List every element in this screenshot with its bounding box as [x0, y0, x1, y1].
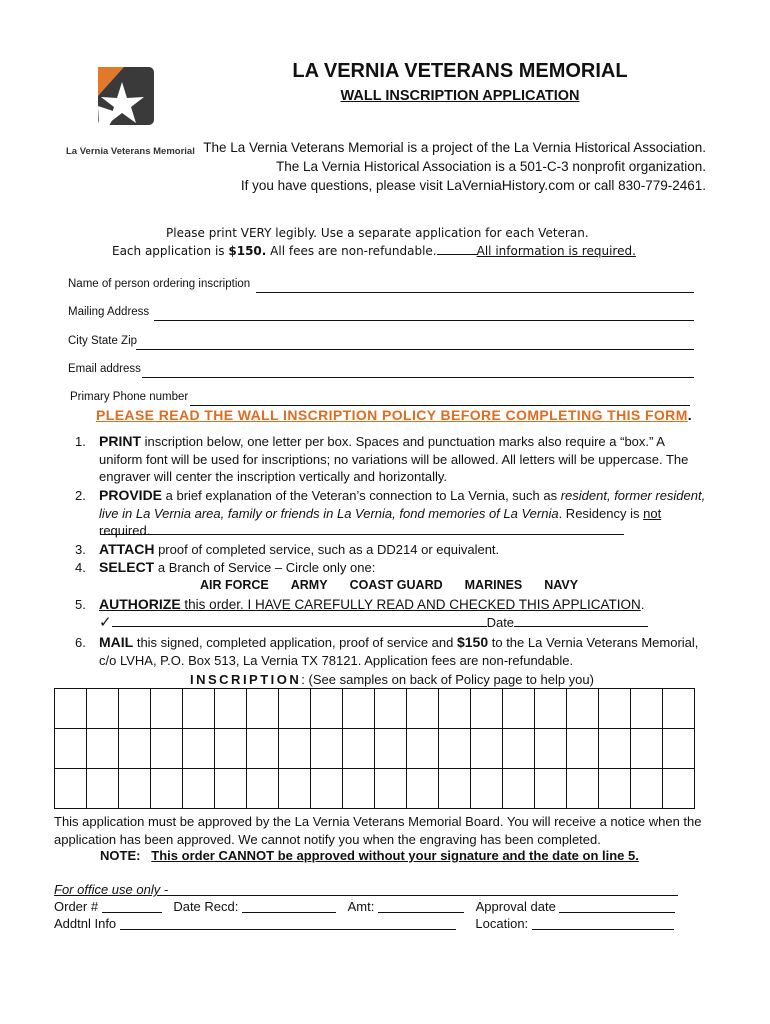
- inscription-letter-box[interactable]: [567, 729, 599, 769]
- inscription-row: [55, 729, 695, 769]
- phone-line[interactable]: [190, 392, 690, 406]
- email-line[interactable]: [142, 364, 694, 378]
- inscription-letter-box[interactable]: [151, 729, 183, 769]
- addtnl-info-line[interactable]: [120, 916, 456, 930]
- inscription-letter-box[interactable]: [343, 689, 375, 729]
- step-4-body: a Branch of Service – Circle only one:: [154, 560, 376, 575]
- page-title: LA VERNIA VETERANS MEMORIAL: [292, 60, 628, 82]
- step-2-not: not: [643, 505, 662, 521]
- location-label: Location:: [475, 916, 529, 931]
- inscription-letter-box[interactable]: [87, 689, 119, 729]
- step-6-number: 6.: [75, 635, 86, 650]
- step-2-text: [99, 487, 709, 540]
- addtnl-info-label: Addtnl Info: [54, 916, 117, 931]
- inscription-row: [55, 689, 695, 729]
- inscription-letter-box[interactable]: [183, 769, 215, 809]
- inscription-letter-box[interactable]: [439, 689, 471, 729]
- note-line: [100, 848, 639, 863]
- intro-line-1: The La Vernia Veterans Memorial is a project of the La Vernia Historical Association.: [203, 140, 706, 155]
- order-label: Order #: [54, 899, 99, 914]
- step-3-text: [99, 541, 709, 559]
- inscription-letter-box[interactable]: [343, 769, 375, 809]
- step-6-keyword: MAIL: [99, 634, 134, 650]
- non-refundable-text: All fees are non-refundable.: [266, 244, 437, 258]
- date-recd-line[interactable]: [242, 899, 336, 913]
- inscription-letter-box[interactable]: [535, 689, 567, 729]
- inscription-letter-box[interactable]: [599, 689, 631, 729]
- inscription-letter-box[interactable]: [311, 729, 343, 769]
- note-text: This order CANNOT be approved without your signature and the date on line 5.: [151, 848, 639, 863]
- step-5-number: 5.: [75, 597, 86, 612]
- required-text: All information is required.: [476, 244, 636, 258]
- email-label: Email address: [68, 363, 141, 375]
- inscription-letter-box[interactable]: [279, 729, 311, 769]
- policy-period: .: [687, 407, 692, 423]
- inscription-letter-box[interactable]: [599, 769, 631, 809]
- instruction-line-2: [112, 242, 636, 260]
- inscription-letter-box[interactable]: [215, 769, 247, 809]
- phone-label: Primary Phone number: [70, 391, 189, 403]
- step-6-price: $150: [456, 634, 489, 650]
- policy-notice: [96, 407, 692, 425]
- inscription-letter-box[interactable]: [87, 769, 119, 809]
- inscription-letter-box[interactable]: [407, 689, 439, 729]
- inscription-letter-box[interactable]: [55, 769, 87, 809]
- fee-amount: $150.: [228, 244, 267, 258]
- date-recd-label: Date Recd:: [173, 899, 239, 914]
- inscription-letter-box[interactable]: [119, 689, 151, 729]
- step-1-text: [99, 433, 709, 486]
- step-6-text: [99, 634, 709, 669]
- inscription-letter-box[interactable]: [375, 729, 407, 769]
- inscription-letter-box[interactable]: [311, 689, 343, 729]
- branch-marines[interactable]: MARINES: [464, 578, 523, 592]
- inscription-row: [55, 769, 695, 809]
- inscription-letter-box[interactable]: [663, 729, 695, 769]
- website-link[interactable]: LaVerniaHistory.com: [446, 177, 575, 193]
- date-label: Date: [486, 615, 515, 630]
- inscription-letter-box[interactable]: [151, 689, 183, 729]
- email-field[interactable]: [68, 363, 141, 375]
- step-2-body: a brief explanation of the Veteran’s connection to La Vernia, such as: [162, 488, 561, 503]
- amt-line[interactable]: [378, 899, 464, 913]
- inscription-letter-box[interactable]: [471, 769, 503, 809]
- branch-air-force[interactable]: AIR FORCE: [200, 578, 269, 592]
- intro-line-3-phone: or call 830-779-2461.: [574, 178, 706, 193]
- instruction-line-1: Please print VERY legibly. Use a separate application for each Veteran.: [166, 226, 589, 240]
- inscription-letter-box[interactable]: [407, 729, 439, 769]
- inscription-letter-box[interactable]: [535, 769, 567, 809]
- inscription-letter-box[interactable]: [119, 769, 151, 809]
- step-2-body-2: . Residency is: [558, 505, 644, 521]
- step-2-number: 2.: [75, 488, 86, 503]
- fee-text: Each application is: [112, 244, 229, 258]
- intro-line-2: The La Vernia Historical Association is a 501-C-3 nonprofit organization.: [276, 158, 706, 174]
- step-3-number: 3.: [75, 542, 86, 557]
- step-1-body: inscription below, one letter per box. Spaces and punctuation marks also require a “box.” A uniform font will be used for inscriptions; no variations will be allowed. All letters will be uppercase. The engraver will center the inscription vertically and horizontally.: [99, 434, 689, 484]
- signature-row: [99, 613, 648, 632]
- office-heading-line: [168, 882, 678, 896]
- branch-navy[interactable]: NAVY: [544, 578, 579, 592]
- inscription-letter-box[interactable]: [471, 729, 503, 769]
- inscription-letter-box[interactable]: [183, 729, 215, 769]
- inscription-letter-box[interactable]: [631, 729, 663, 769]
- name-label: Name of person ordering inscription: [68, 278, 251, 290]
- step-5-keyword: AUTHORIZE: [99, 596, 181, 612]
- inscription-letter-box[interactable]: [183, 689, 215, 729]
- date-line[interactable]: [514, 613, 648, 627]
- inscription-letter-box[interactable]: [567, 769, 599, 809]
- step-4-keyword: SELECT: [99, 559, 155, 575]
- step-1-keyword: PRINT: [99, 433, 141, 449]
- memorial-logo: [64, 66, 204, 158]
- step-3-keyword: ATTACH: [99, 541, 155, 557]
- page-subtitle: WALL INSCRIPTION APPLICATION: [340, 88, 580, 104]
- inscription-letter-box[interactable]: [215, 689, 247, 729]
- step-2-body-3: required.: [99, 523, 151, 538]
- connection-line[interactable]: [100, 534, 624, 535]
- step-1-number: 1.: [75, 434, 86, 449]
- inscription-note: (See samples on back of Policy page to help you): [304, 672, 594, 687]
- step-4-text: [99, 559, 709, 577]
- inscription-letter-box[interactable]: [631, 769, 663, 809]
- intro-line-3-text: If you have questions, please visit: [240, 178, 447, 193]
- inscription-letter-box[interactable]: [599, 729, 631, 769]
- inscription-letter-box[interactable]: [535, 729, 567, 769]
- inscription-letter-box[interactable]: [215, 729, 247, 769]
- inscription-letter-box[interactable]: [55, 729, 87, 769]
- branch-coast-guard[interactable]: COAST GUARD: [349, 578, 443, 592]
- inscription-letter-box[interactable]: [471, 689, 503, 729]
- amt-label: Amt:: [347, 899, 375, 914]
- inscription-letter-box[interactable]: [119, 729, 151, 769]
- inscription-letter-box[interactable]: [279, 689, 311, 729]
- inscription-label: INSCRIPTION: [190, 672, 302, 687]
- intro-line-3: [203, 176, 706, 196]
- intro-block: [203, 139, 706, 196]
- inscription-letter-box[interactable]: [151, 769, 183, 809]
- inscription-grid: [54, 688, 695, 809]
- name-field[interactable]: [68, 278, 250, 290]
- inscription-letter-box[interactable]: [663, 769, 695, 809]
- approval-date-line[interactable]: [559, 899, 675, 913]
- inscription-letter-box[interactable]: [631, 689, 663, 729]
- note-label: NOTE:: [100, 848, 141, 863]
- signature-line[interactable]: [112, 613, 487, 627]
- inscription-letter-box[interactable]: [55, 689, 87, 729]
- inscription-letter-box[interactable]: [375, 689, 407, 729]
- step-4-number: 4.: [75, 560, 86, 575]
- inscription-letter-box[interactable]: [439, 729, 471, 769]
- step-5-body: this order. I HAVE CAREFULLY READ AND CHECKED THIS APPLICATION: [180, 597, 641, 612]
- inscription-letter-box[interactable]: [439, 769, 471, 809]
- branch-army[interactable]: ARMY: [290, 578, 328, 592]
- city-field[interactable]: [68, 335, 137, 347]
- policy-notice-text: PLEASE READ THE WALL INSCRIPTION POLICY BEFORE COMPLETING THIS FORM: [96, 407, 688, 423]
- phone-field[interactable]: [70, 391, 188, 403]
- logo-caption: La Vernia Veterans Memorial: [66, 146, 195, 157]
- office-row-1: [54, 899, 694, 914]
- approval-date-label: Approval date: [475, 899, 556, 914]
- mailing-label: Mailing Address: [68, 306, 150, 318]
- inscription-letter-box[interactable]: [503, 689, 535, 729]
- step-3-body: proof of completed service, such as a DD214 or equivalent.: [154, 542, 500, 557]
- office-heading: For office use only -: [54, 882, 169, 897]
- inscription-letter-box[interactable]: [247, 769, 279, 809]
- star-logo-icon: [64, 66, 204, 144]
- approval-text: This application must be approved by the La Vernia Veterans Memorial Board. You will receive a notice when the application has been approved. We cannot notify you when the engraving has been completed.: [54, 814, 702, 847]
- office-row-2: [54, 916, 694, 931]
- inscription-colon: :: [301, 672, 305, 687]
- office-heading-row: [54, 882, 694, 897]
- location-line[interactable]: [532, 916, 674, 930]
- inscription-letter-box[interactable]: [247, 729, 279, 769]
- office-use-section: [54, 882, 694, 931]
- inscription-letter-box[interactable]: [503, 729, 535, 769]
- inscription-letter-box[interactable]: [311, 769, 343, 809]
- inscription-letter-box[interactable]: [567, 689, 599, 729]
- steps-list: [0, 433, 770, 693]
- inscription-letter-box[interactable]: [503, 769, 535, 809]
- inscription-letter-box[interactable]: [247, 689, 279, 729]
- branch-options: [200, 577, 600, 595]
- inscription-letter-box[interactable]: [279, 769, 311, 809]
- step-2-keyword: PROVIDE: [99, 487, 163, 503]
- mailing-line[interactable]: [154, 307, 694, 321]
- city-line[interactable]: [136, 336, 694, 350]
- step-5-period: .: [640, 597, 645, 612]
- mailing-field[interactable]: [68, 306, 149, 318]
- order-line[interactable]: [102, 899, 162, 913]
- step-5-text: [99, 596, 709, 614]
- city-label: City State Zip: [68, 335, 138, 347]
- inscription-letter-box[interactable]: [343, 729, 375, 769]
- inscription-letter-box[interactable]: [407, 769, 439, 809]
- checkmark-icon: ✓: [99, 613, 112, 631]
- step-6-body-2: to the La Vernia Veterans Memorial, c/o LVHA, P.O. Box 513, La Vernia TX 78121. Application fees are non-refundable.: [99, 635, 699, 668]
- inscription-letter-box[interactable]: [375, 769, 407, 809]
- step-2-examples: resident, former resident, live in La Vernia area, family or friends in La Vernia, fond memories of La Vernia: [99, 488, 706, 521]
- inscription-letter-box[interactable]: [87, 729, 119, 769]
- name-line[interactable]: [256, 279, 694, 293]
- inscription-heading: [190, 672, 594, 687]
- step-6-body: this signed, completed application, proof of service and: [133, 635, 457, 650]
- inscription-letter-box[interactable]: [663, 689, 695, 729]
